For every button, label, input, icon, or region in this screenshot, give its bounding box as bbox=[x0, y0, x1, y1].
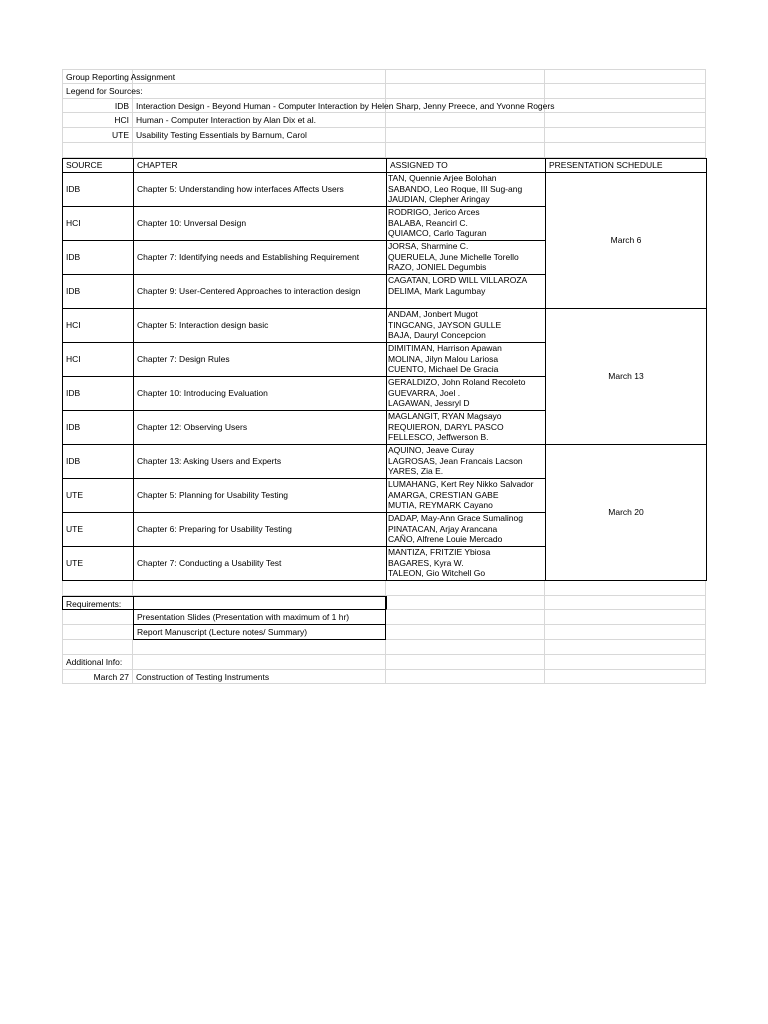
empty-cell[interactable] bbox=[133, 581, 386, 596]
schedule-cell[interactable]: March 6 bbox=[546, 172, 707, 308]
assignee-name: QUERUELA, June Michelle Torello bbox=[388, 251, 519, 262]
assignee-name: FELLESCO, Jeffwerson B. bbox=[388, 432, 489, 443]
assignee-name: LUMAHANG, Kert Rey Nikko Salvador bbox=[388, 478, 534, 489]
title-row bbox=[62, 69, 706, 84]
assignee-name: CAGATAN, LORD WILL VILLAROZA bbox=[388, 274, 528, 285]
chapter-cell[interactable]: Chapter 9: User-Centered Approaches to interaction design bbox=[134, 274, 387, 308]
chapter-cell[interactable]: Chapter 10: Unversal Design bbox=[134, 206, 387, 240]
assignee-name: LAGAWAN, Jessryl D bbox=[388, 398, 470, 409]
assignee-name: CAÑO, Alfrene Louie Mercado bbox=[388, 534, 503, 545]
source-cell[interactable]: IDB bbox=[63, 172, 134, 206]
requirement-row bbox=[62, 625, 706, 640]
assignee-name: SABANDO, Leo Roque, III Sug-ang bbox=[388, 183, 523, 194]
requirement-row bbox=[62, 610, 706, 625]
source-cell[interactable]: IDB bbox=[63, 376, 134, 410]
assignee-name: TAN, Quennie Arjee Bolohan bbox=[388, 172, 497, 183]
requirement-item[interactable]: Presentation Slides (Presentation with maximum of 1 hr) bbox=[133, 610, 386, 625]
source-cell[interactable]: HCI bbox=[63, 206, 134, 240]
column-header-schedule[interactable]: PRESENTATION SCHEDULE bbox=[546, 158, 707, 172]
column-header-source[interactable]: SOURCE bbox=[63, 158, 134, 172]
table-header-row bbox=[63, 158, 707, 172]
page-title[interactable]: Group Reporting Assignment bbox=[62, 69, 133, 84]
empty-cell[interactable] bbox=[62, 143, 133, 158]
empty-cell[interactable] bbox=[386, 610, 545, 625]
empty-cell[interactable] bbox=[386, 670, 545, 685]
empty-cell[interactable] bbox=[133, 640, 386, 655]
assignee-name: RAZO, JONIEL Degumbis bbox=[388, 262, 487, 273]
assigned-cell[interactable] bbox=[387, 376, 546, 410]
empty-cell[interactable] bbox=[545, 84, 706, 99]
source-cell[interactable]: UTE bbox=[63, 478, 134, 512]
spreadsheet bbox=[62, 69, 706, 684]
source-cell[interactable]: IDB bbox=[63, 444, 134, 478]
empty-cell[interactable] bbox=[386, 69, 545, 84]
empty-cell[interactable] bbox=[62, 640, 133, 655]
table-row bbox=[63, 444, 707, 478]
empty-cell[interactable] bbox=[386, 640, 545, 655]
assignee-name: JAUDIAN, Clepher Aringay bbox=[388, 194, 490, 205]
assigned-cell[interactable] bbox=[387, 240, 546, 274]
assigned-cell[interactable] bbox=[387, 274, 546, 308]
assignee-name: CUENTO, Michael De Gracia bbox=[388, 364, 499, 375]
chapter-cell[interactable]: Chapter 13: Asking Users and Experts bbox=[134, 444, 387, 478]
legend-source-row bbox=[62, 113, 706, 128]
assignee-name: DADAP, May-Ann Grace Sumalinog bbox=[388, 512, 523, 523]
additional-item-row bbox=[62, 670, 706, 685]
empty-cell[interactable] bbox=[133, 84, 386, 99]
additional-item[interactable]: Construction of Testing Instruments bbox=[133, 670, 386, 685]
empty-cell[interactable] bbox=[545, 99, 706, 114]
assignee-name: DELIMA, Mark Lagumbay bbox=[388, 285, 486, 296]
assignee-name: BAGARES, Kyra W. bbox=[388, 557, 464, 568]
empty-cell[interactable] bbox=[386, 625, 545, 640]
source-description[interactable]: Interaction Design - Beyond Human - Computer Interaction by Helen Sharp, Jenny Preece, and Yvonne Rogers bbox=[133, 99, 386, 114]
table-row bbox=[63, 308, 707, 342]
chapter-cell[interactable]: Chapter 5: Planning for Usability Testing bbox=[134, 478, 387, 512]
additional-date[interactable]: March 27 bbox=[62, 670, 133, 685]
empty-cell[interactable] bbox=[386, 113, 545, 128]
schedule-cell[interactable]: March 20 bbox=[546, 444, 707, 580]
assignee-name: MUTIA, REYMARK Cayano bbox=[388, 500, 493, 511]
requirements-row bbox=[62, 596, 706, 611]
source-code[interactable]: HCI bbox=[62, 113, 133, 128]
spacer-row bbox=[62, 640, 706, 655]
assignee-name: QUIAMCO, Carlo Taguran bbox=[388, 228, 487, 239]
assignee-name: LAGROSAS, Jean Francais Lacson bbox=[388, 455, 523, 466]
empty-cell[interactable] bbox=[545, 143, 706, 158]
assignee-name: GUEVARRA, Joel . bbox=[388, 387, 461, 398]
assigned-cell[interactable] bbox=[387, 172, 546, 206]
empty-cell[interactable] bbox=[545, 610, 706, 625]
assigned-cell[interactable] bbox=[387, 444, 546, 478]
empty-cell[interactable] bbox=[62, 610, 133, 625]
assignee-name: TINGCANG, JAYSON GULLE bbox=[388, 319, 502, 330]
empty-cell[interactable] bbox=[545, 128, 706, 143]
table-body bbox=[63, 172, 707, 580]
chapter-cell[interactable]: Chapter 6: Preparing for Usability Testing bbox=[134, 512, 387, 546]
assigned-cell[interactable] bbox=[387, 342, 546, 376]
assignee-name: YARES, Zia E. bbox=[388, 466, 444, 477]
empty-cell[interactable] bbox=[133, 143, 386, 158]
empty-cell[interactable] bbox=[62, 581, 133, 596]
assigned-cell[interactable] bbox=[387, 410, 546, 444]
source-cell[interactable]: HCI bbox=[63, 342, 134, 376]
chapter-cell[interactable]: Chapter 5: Understanding how interfaces Affects Users bbox=[134, 172, 387, 206]
empty-cell[interactable] bbox=[545, 581, 706, 596]
column-header-chapter[interactable]: CHAPTER bbox=[134, 158, 387, 172]
assignee-name: REQUIERON, DARYL PASCO bbox=[388, 421, 504, 432]
assignment-table bbox=[62, 158, 707, 581]
legend-source-row bbox=[62, 99, 706, 114]
assigned-cell[interactable] bbox=[387, 546, 546, 580]
source-cell[interactable]: IDB bbox=[63, 240, 134, 274]
spacer-row bbox=[62, 581, 706, 596]
empty-cell[interactable] bbox=[545, 670, 706, 685]
source-cell[interactable]: IDB bbox=[63, 274, 134, 308]
assignee-name: PINATACAN, Arjay Arancana bbox=[388, 523, 498, 534]
empty-cell[interactable] bbox=[62, 625, 133, 640]
assignee-name: MANTIZA, FRITZIE Ybiosa bbox=[388, 546, 491, 557]
assigned-cell[interactable] bbox=[387, 512, 546, 546]
chapter-cell[interactable]: Chapter 7: Conducting a Usability Test bbox=[134, 546, 387, 580]
empty-cell[interactable] bbox=[386, 143, 545, 158]
chapter-cell[interactable]: Chapter 7: Design Rules bbox=[134, 342, 387, 376]
empty-cell[interactable] bbox=[133, 655, 386, 670]
assigned-cell[interactable] bbox=[387, 206, 546, 240]
empty-cell[interactable] bbox=[386, 84, 545, 99]
empty-cell[interactable] bbox=[545, 655, 706, 670]
empty-cell[interactable] bbox=[386, 581, 545, 596]
assignee-name: AMARGA, CRESTIAN GABE bbox=[388, 489, 499, 500]
empty-cell[interactable] bbox=[133, 596, 386, 611]
source-cell[interactable]: IDB bbox=[63, 410, 134, 444]
source-description[interactable]: Usability Testing Essentials by Barnum, Carol bbox=[133, 128, 386, 143]
source-cell[interactable]: HCI bbox=[63, 308, 134, 342]
source-cell[interactable]: UTE bbox=[63, 546, 134, 580]
assignee-name: BAJA, Dauryl Concepcion bbox=[388, 330, 486, 341]
empty-cell[interactable] bbox=[386, 655, 545, 670]
source-cell[interactable]: UTE bbox=[63, 512, 134, 546]
legend-source-row bbox=[62, 128, 706, 143]
legend-label[interactable]: Legend for Sources: bbox=[62, 84, 133, 99]
source-code[interactable]: UTE bbox=[62, 128, 133, 143]
spacer-row bbox=[62, 143, 706, 158]
assigned-cell[interactable] bbox=[387, 308, 546, 342]
empty-cell[interactable] bbox=[545, 69, 706, 84]
source-description[interactable]: Human - Computer Interaction by Alan Dix et al. bbox=[133, 113, 386, 128]
additional-info-row bbox=[62, 655, 706, 670]
assignee-name: RODRIGO, Jerico Arces bbox=[388, 206, 480, 217]
schedule-cell[interactable]: March 13 bbox=[546, 308, 707, 444]
assignee-name: GERALDIZO, John Roland Recoleto bbox=[388, 376, 526, 387]
empty-cell[interactable] bbox=[386, 596, 545, 611]
assignee-name: BALABA, Reancirl C. bbox=[388, 217, 468, 228]
table-row bbox=[63, 172, 707, 206]
requirement-item[interactable]: Report Manuscript (Lecture notes/ Summary) bbox=[133, 625, 386, 640]
legend-row bbox=[62, 84, 706, 99]
chapter-cell[interactable]: Chapter 12: Observing Users bbox=[134, 410, 387, 444]
empty-cell[interactable] bbox=[545, 596, 706, 611]
assignee-name: ANDAM, Jonbert Mugot bbox=[388, 308, 478, 319]
assignee-name: DIMITIMAN, Harrison Apawan bbox=[388, 342, 502, 353]
assignee-name: MOLINA, Jilyn Malou Lariosa bbox=[388, 353, 499, 364]
additional-info-label[interactable]: Additional Info: bbox=[62, 655, 133, 670]
assigned-cell[interactable] bbox=[387, 478, 546, 512]
empty-cell[interactable] bbox=[545, 640, 706, 655]
empty-cell[interactable] bbox=[545, 625, 706, 640]
assignee-name: AQUINO, Jeave Curay bbox=[388, 444, 474, 455]
empty-cell[interactable] bbox=[386, 128, 545, 143]
assignee-name: TALEON, Gio Witchell Go bbox=[388, 568, 486, 579]
chapter-cell[interactable]: Chapter 7: Identifying needs and Establishing Requirement bbox=[134, 240, 387, 274]
chapter-cell[interactable]: Chapter 5: Interaction design basic bbox=[134, 308, 387, 342]
source-code[interactable]: IDB bbox=[62, 99, 133, 114]
assignee-name: MAGLANGIT, RYAN Magsayo bbox=[388, 410, 502, 421]
column-header-assigned[interactable]: ASSIGNED TO bbox=[387, 158, 546, 172]
chapter-cell[interactable]: Chapter 10: Introducing Evaluation bbox=[134, 376, 387, 410]
requirements-label[interactable]: Requirements: bbox=[62, 596, 133, 611]
empty-cell[interactable] bbox=[545, 113, 706, 128]
assignee-name: JORSA, Sharmine C. bbox=[388, 240, 469, 251]
